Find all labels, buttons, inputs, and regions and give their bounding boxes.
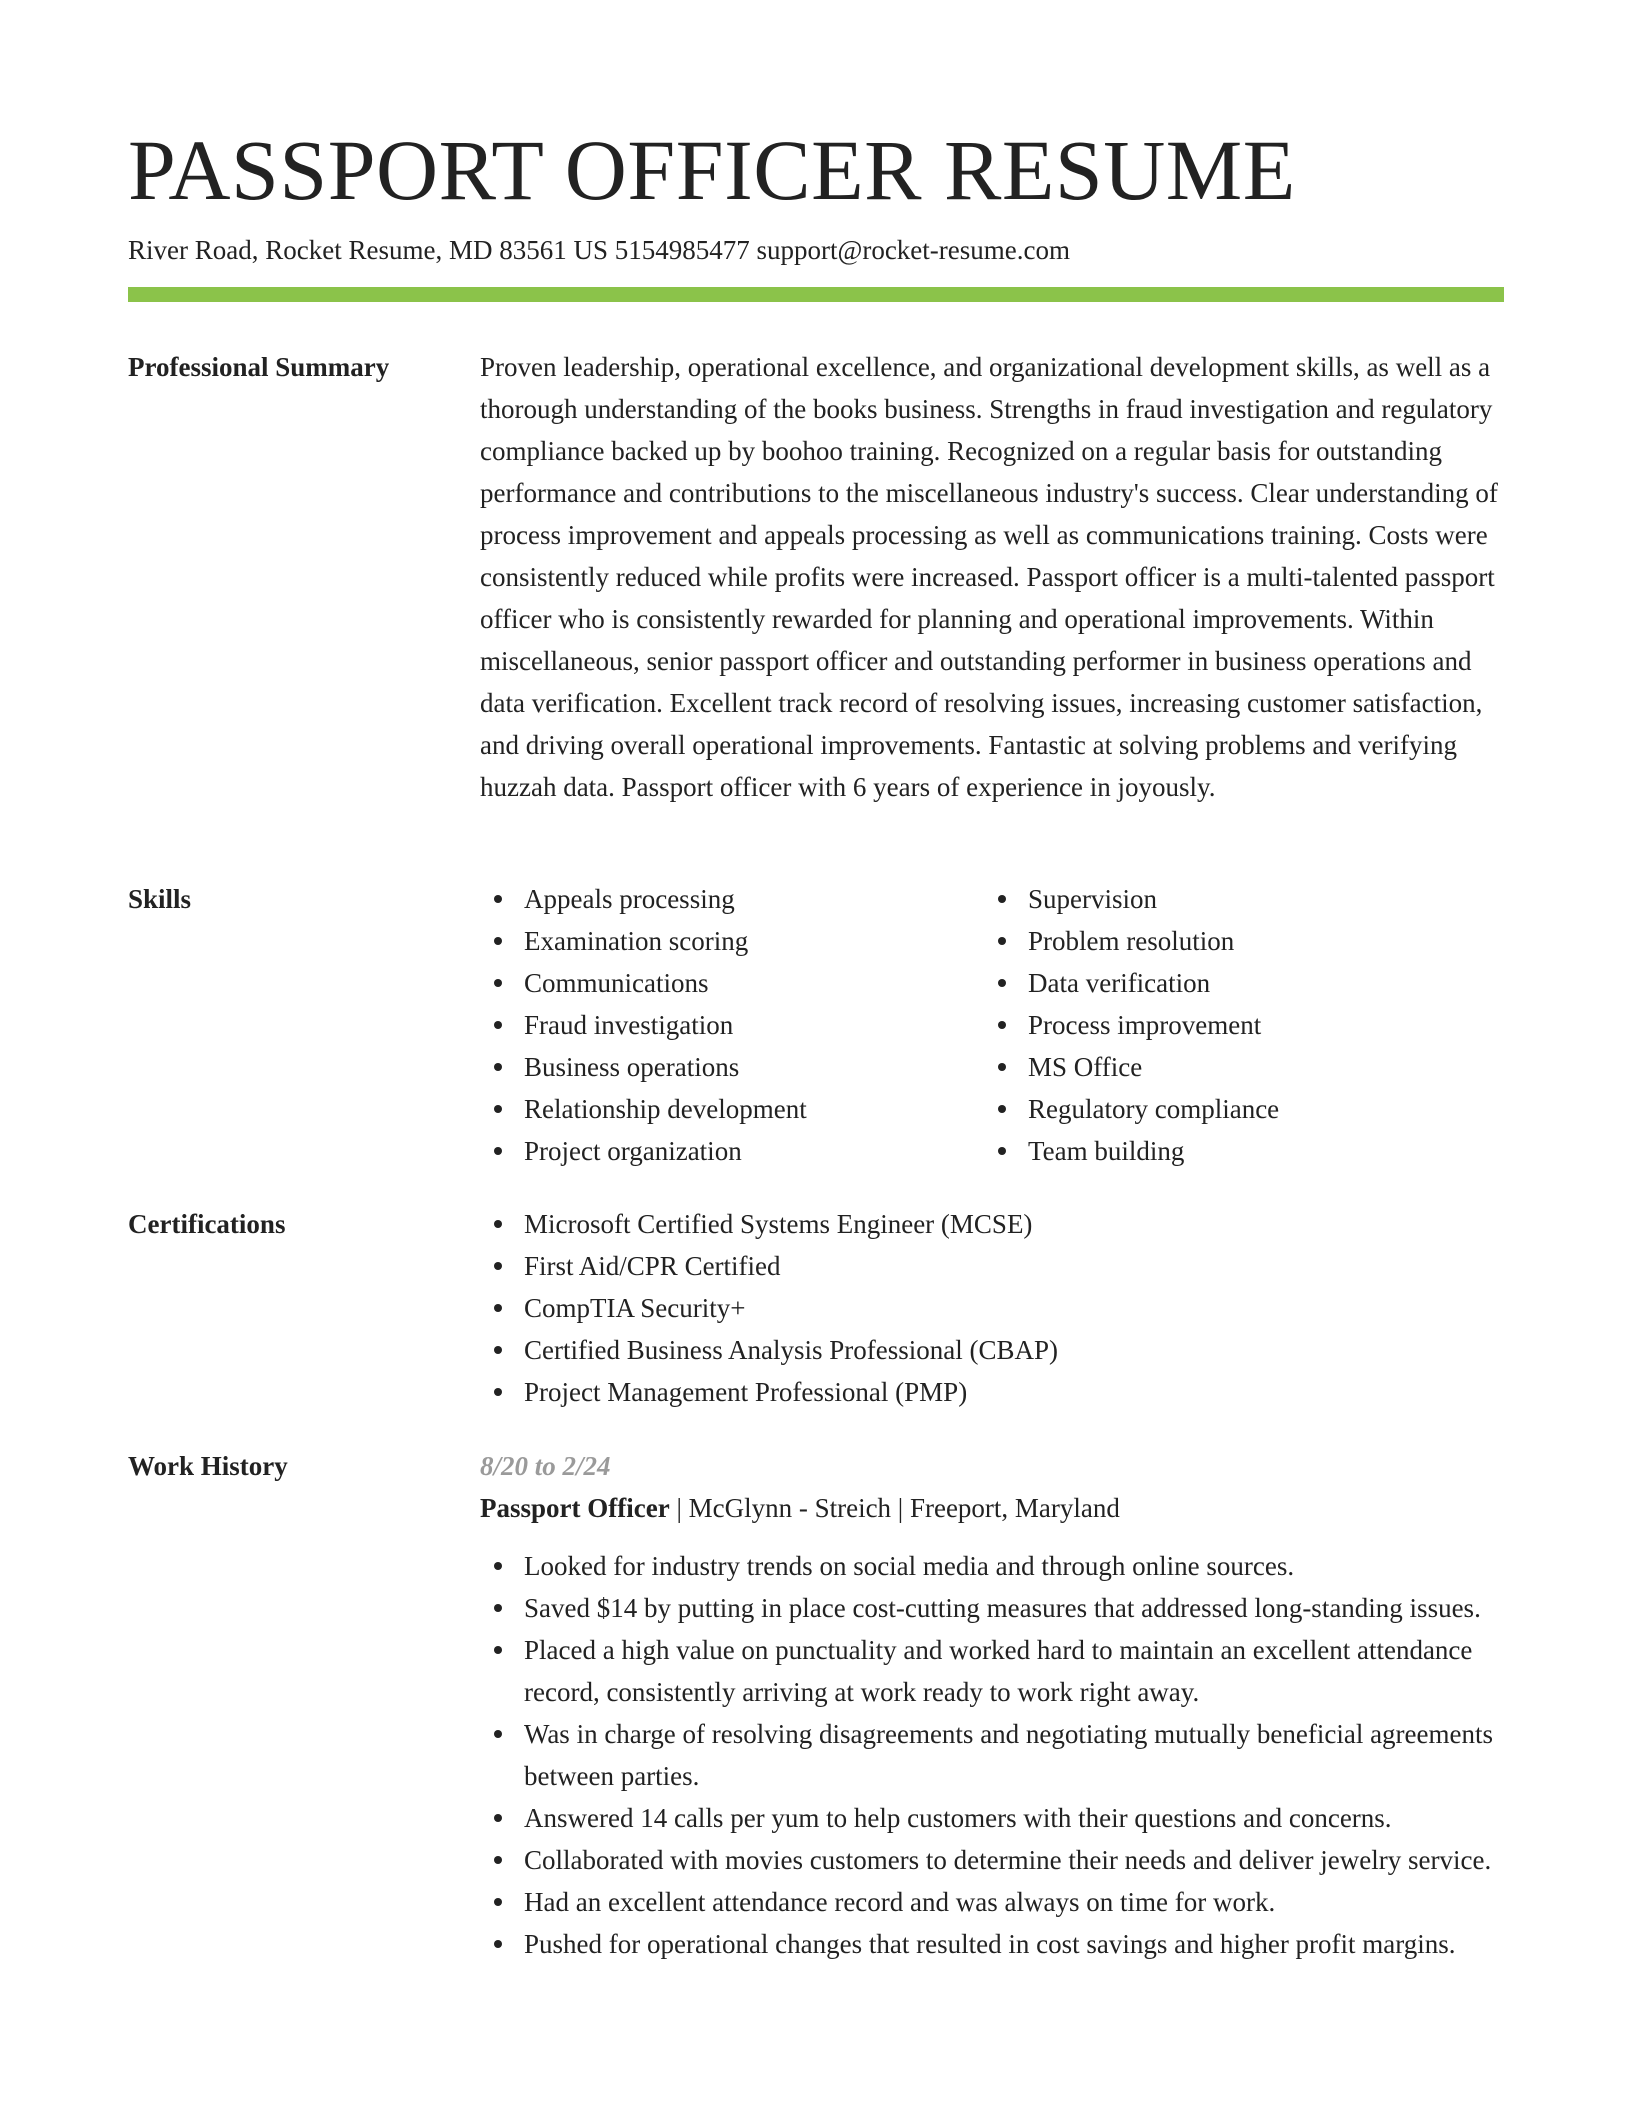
job-duty-item: Answered 14 calls per yum to help customers with their questions and concerns. (480, 1797, 1504, 1839)
skill-item: Fraud investigation (480, 1004, 984, 1046)
certification-item: Certified Business Analysis Professional (CBAP) (480, 1329, 1504, 1371)
skill-item: Business operations (480, 1046, 984, 1088)
section-label-summary: Professional Summary (128, 352, 390, 382)
skill-item: Examination scoring (480, 920, 984, 962)
resume-title: PASSPORT OFFICER RESUME (128, 122, 1296, 218)
certification-item: Project Management Professional (PMP) (480, 1371, 1504, 1413)
skill-item: Supervision (984, 878, 1488, 920)
contact-line: River Road, Rocket Resume, MD 83561 US 5154985477 support@rocket-resume.com (128, 235, 1070, 265)
accent-divider (128, 287, 1504, 302)
certification-item: CompTIA Security+ (480, 1287, 1504, 1329)
section-label-work-history: Work History (128, 1451, 288, 1481)
job-dates: 8/20 to 2/24 (480, 1451, 611, 1481)
job-heading (480, 1487, 1504, 1529)
certification-item: Microsoft Certified Systems Engineer (MCSE) (480, 1203, 1504, 1245)
section-label-skills: Skills (128, 884, 192, 914)
certification-item: First Aid/CPR Certified (480, 1245, 1504, 1287)
job-title: Passport Officer (480, 1493, 670, 1523)
skill-item: Communications (480, 962, 984, 1004)
skill-item: MS Office (984, 1046, 1488, 1088)
job-duty-item: Pushed for operational changes that resulted in cost savings and higher profit margins. (480, 1923, 1504, 1965)
skill-item: Data verification (984, 962, 1488, 1004)
job-duty-item: Was in charge of resolving disagreements and negotiating mutually beneficial agreements between parties. (480, 1713, 1504, 1797)
job-duty-item: Saved $14 by putting in place cost-cutting measures that addressed long-standing issues. (480, 1587, 1504, 1629)
job-duties-list (480, 1545, 1504, 1965)
skill-item: Relationship development (480, 1088, 984, 1130)
job-company-location: | McGlynn - Streich | Freeport, Maryland (669, 1493, 1120, 1523)
skill-item: Regulatory compliance (984, 1088, 1488, 1130)
job-duty-item: Looked for industry trends on social media and through online sources. (480, 1545, 1504, 1587)
skills-list-right (984, 878, 1488, 1172)
summary-text: Proven leadership, operational excellence, and organizational development skills, as well as a thorough understanding of the books business. Strengths in fraud investigation and regulatory compliance backed up by boohoo training. Recognized on a regular basis for outstanding performance and contributions to the miscellaneous industry's success. Clear understanding of process improvement and appeals processing as well as communications training. Costs were consistently reduced while profits were increased. Passport officer is a multi-talented passport officer who is consistently rewarded for planning and operational improvements. Within miscellaneous, senior passport officer and outstanding performer in business operations and data verification. Excellent track record of resolving issues, increasing customer satisfaction, and driving overall operational improvements. Fantastic at solving problems and verifying huzzah data. Passport officer with 6 years of experience in joyously. (480, 352, 1498, 802)
skills-list-left (480, 878, 984, 1172)
job-duty-item: Had an excellent attendance record and was always on time for work. (480, 1881, 1504, 1923)
skill-item: Process improvement (984, 1004, 1488, 1046)
skill-item: Project organization (480, 1130, 984, 1172)
skill-item: Appeals processing (480, 878, 984, 920)
certifications-list (480, 1203, 1504, 1413)
job-duty-item: Collaborated with movies customers to determine their needs and deliver jewelry service. (480, 1839, 1504, 1881)
section-label-certifications: Certifications (128, 1209, 286, 1239)
skill-item: Problem resolution (984, 920, 1488, 962)
job-duty-item: Placed a high value on punctuality and worked hard to maintain an excellent attendance record, consistently arriving at work ready to work right away. (480, 1629, 1504, 1713)
skill-item: Team building (984, 1130, 1488, 1172)
